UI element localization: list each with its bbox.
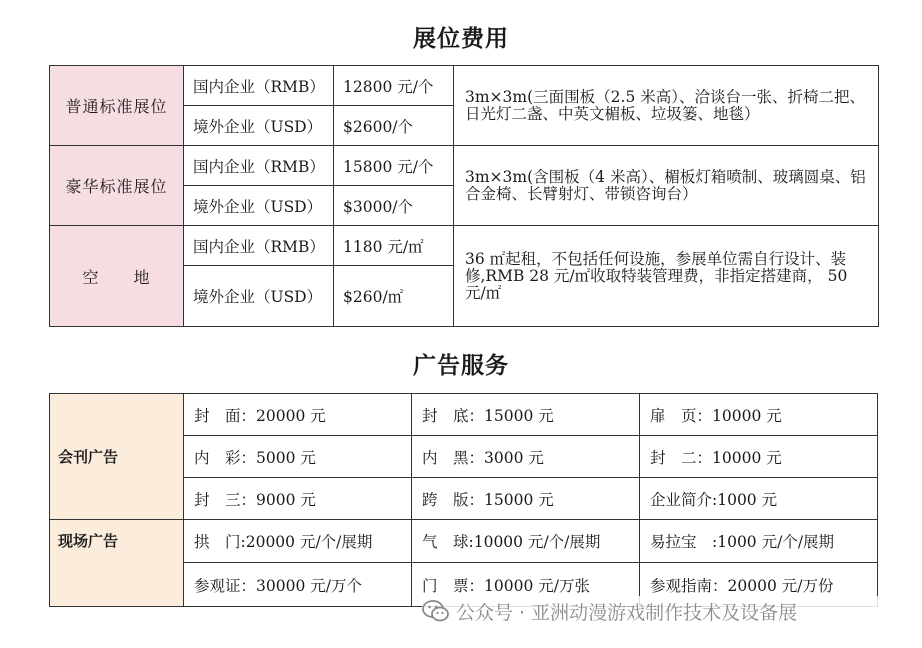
ad-category: 会刊广告 <box>50 394 184 520</box>
ad-item: 内 彩：5000 元 <box>184 436 412 478</box>
booth-fees-title: 展位费用 <box>413 26 509 52</box>
ad-item: 封 三：9000 元 <box>184 478 412 520</box>
domestic-label: 国内企业（RMB） <box>184 226 334 266</box>
ad-services-title: 广告服务 <box>413 353 509 379</box>
booth-category: 空 地 <box>50 226 184 327</box>
overseas-price: $2600/个 <box>334 106 454 146</box>
booth-description: 3m×3m(三面围板（2.5 米高）、洽谈台一张、折椅二把、日光灯二盏、中英文楣板、垃圾篓、地毯） <box>454 66 879 146</box>
overseas-label: 境外企业（USD） <box>184 106 334 146</box>
wechat-icon <box>422 599 450 623</box>
table-row <box>50 226 879 266</box>
booth-category: 豪华标准展位 <box>50 146 184 226</box>
ad-item: 封 面：20000 元 <box>184 394 412 436</box>
overseas-label: 境外企业（USD） <box>184 186 334 226</box>
ad-category: 现场广告 <box>50 520 184 607</box>
ad-item: 企业简介:1000 元 <box>640 478 878 520</box>
overseas-price: $3000/个 <box>334 186 454 226</box>
ad-item: 参观指南：20000 元/万份 <box>640 563 878 607</box>
ad-item: 扉 页：10000 元 <box>640 394 878 436</box>
ad-item: 参观证：30000 元/万个 <box>184 563 412 607</box>
table-row <box>50 394 878 436</box>
table-row <box>50 66 879 106</box>
domestic-price: 15800 元/个 <box>334 146 454 186</box>
booth-category: 普通标准展位 <box>50 66 184 146</box>
ad-item: 易拉宝 :1000 元/个/展期 <box>640 520 878 563</box>
table-row <box>50 520 878 563</box>
booth-description: 36 ㎡起租，不包括任何设施，参展单位需自行设计、装修,RMB 28 元/㎡收取特装管理费，非指定搭建商， 50 元/㎡ <box>454 226 879 327</box>
ad-item: 封 二：10000 元 <box>640 436 878 478</box>
overseas-price: $260/㎡ <box>334 266 454 327</box>
domestic-price: 1180 元/㎡ <box>334 226 454 266</box>
ad-item: 内 黑：3000 元 <box>412 436 640 478</box>
ad-item: 封 底：15000 元 <box>412 394 640 436</box>
booth-fees-table <box>49 65 879 327</box>
ad-item: 气 球:10000 元/个/展期 <box>412 520 640 563</box>
ad-item: 拱 门:20000 元/个/展期 <box>184 520 412 563</box>
ad-item: 跨 版：15000 元 <box>412 478 640 520</box>
ad-item: 门 票：10000 元/万张 <box>412 563 640 607</box>
domestic-label: 国内企业（RMB） <box>184 66 334 106</box>
booth-description: 3m×3m(含围板（4 米高）、楣板灯箱喷制、玻璃圆桌、铝合金椅、长臂射灯、带锁咨询台） <box>454 146 879 226</box>
ad-services-table <box>49 393 878 607</box>
domestic-label: 国内企业（RMB） <box>184 146 334 186</box>
table-row <box>50 146 879 186</box>
watermark-text: 公众号 · 亚洲动漫游戏制作技术及设备展 <box>456 601 798 624</box>
overseas-label: 境外企业（USD） <box>184 266 334 327</box>
domestic-price: 12800 元/个 <box>334 66 454 106</box>
watermark <box>422 596 922 626</box>
